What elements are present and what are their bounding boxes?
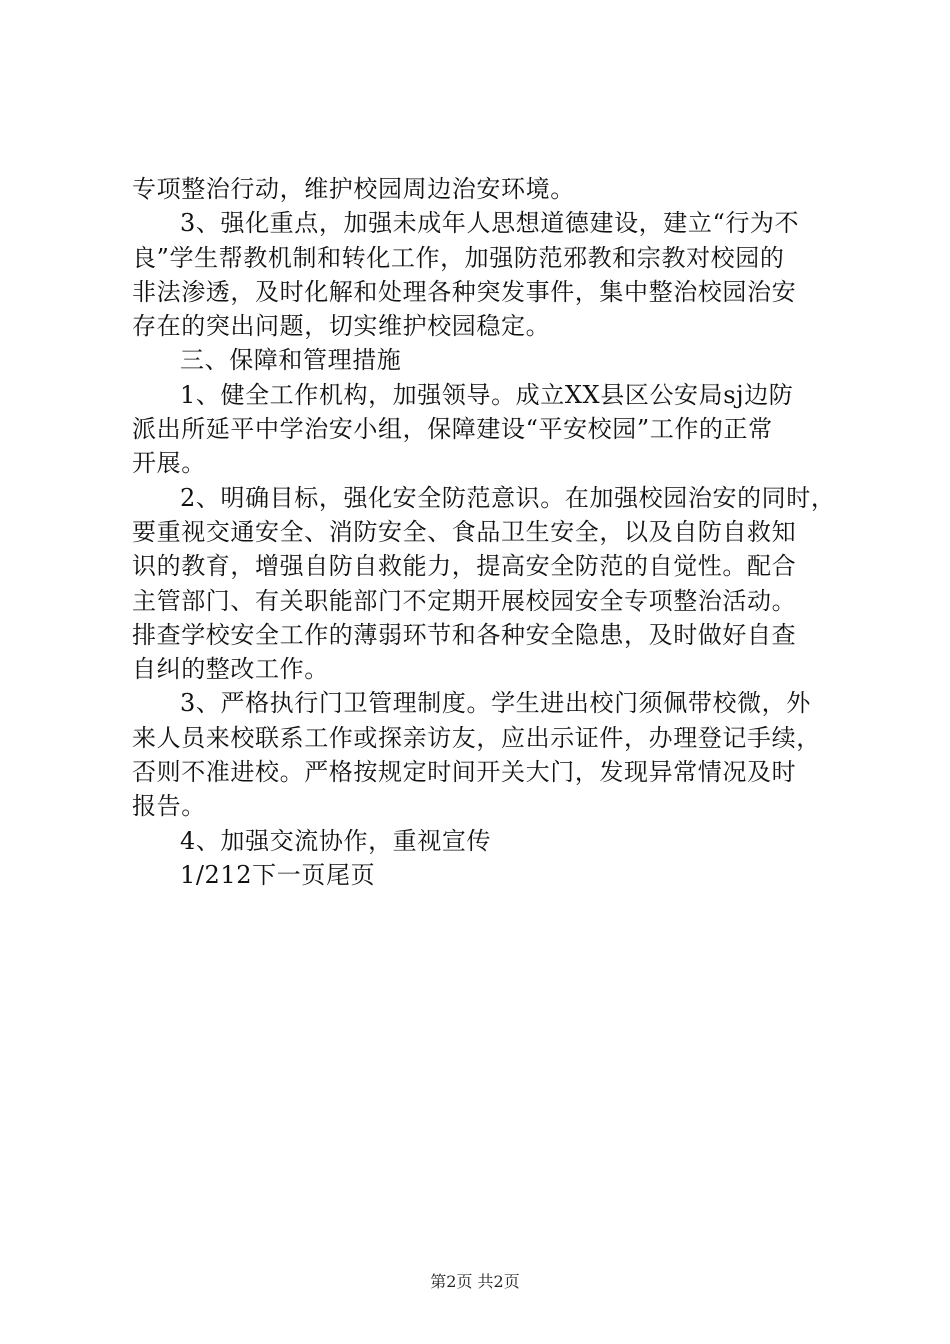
text-line-19: 报告。 (132, 792, 206, 821)
text-line-5: 存在的突出问题，切实维护校园稳定。 (132, 312, 551, 341)
text-line-2: 3、强化重点，加强未成年人思想道德建设，建立“行为不 (180, 209, 800, 238)
text-line-16: 3、严格执行门卫管理制度。学生进出校门须佩带校微，外 (180, 689, 811, 718)
text-line-20: 4、加强交流协作，重视宣传 (180, 826, 492, 855)
text-line-15: 自纠的整改工作。 (132, 655, 329, 684)
text-line-8: 派出所延平中学治安小组，保障建设“平安校园”工作的正常 (132, 415, 773, 444)
text-line-9: 开展。 (132, 449, 206, 478)
pagination-text: 1/212下一页尾页 (180, 860, 376, 889)
text-line-11: 要重视交通安全、消防安全、食品卫生安全，以及自防自救知 (132, 517, 797, 546)
text-line-3: 良”学生帮教机制和转化工作，加强防范邪教和宗教对校园的 (132, 243, 785, 272)
text-line-4: 非法渗透，及时化解和处理各种突发事件，集中整治校园治安 (132, 277, 797, 306)
text-line-13: 主管部门、有关职能部门不定期开展校园安全专项整治活动。 (132, 586, 797, 615)
text-line-1: 专项整治行动，维护校园周边治安环境。 (132, 175, 575, 203)
document-body (132, 172, 836, 892)
text-line-17: 来人员来校联系工作或探亲访友，应出示证件，办理登记手续， (132, 723, 821, 752)
page-number-footer: 第2页 共2页 (430, 1272, 520, 1291)
section-heading: 三、保障和管理措施 (180, 346, 402, 375)
text-line-18: 否则不准进校。严格按规定时间开关大门，发现异常情况及时 (132, 758, 797, 787)
text-line-12: 识的教育，增强自防自救能力，提高安全防范的自觉性。配合 (132, 552, 797, 581)
text-line-7: 1、健全工作机构，加强领导。成立XX县区公安局sj边防 (180, 380, 794, 409)
text-line-14: 排查学校安全工作的薄弱环节和各种安全隐患，及时做好自查 (132, 620, 797, 649)
text-line-10: 2、明确目标，强化安全防范意识。在加强校园治安的同时， (180, 483, 836, 512)
